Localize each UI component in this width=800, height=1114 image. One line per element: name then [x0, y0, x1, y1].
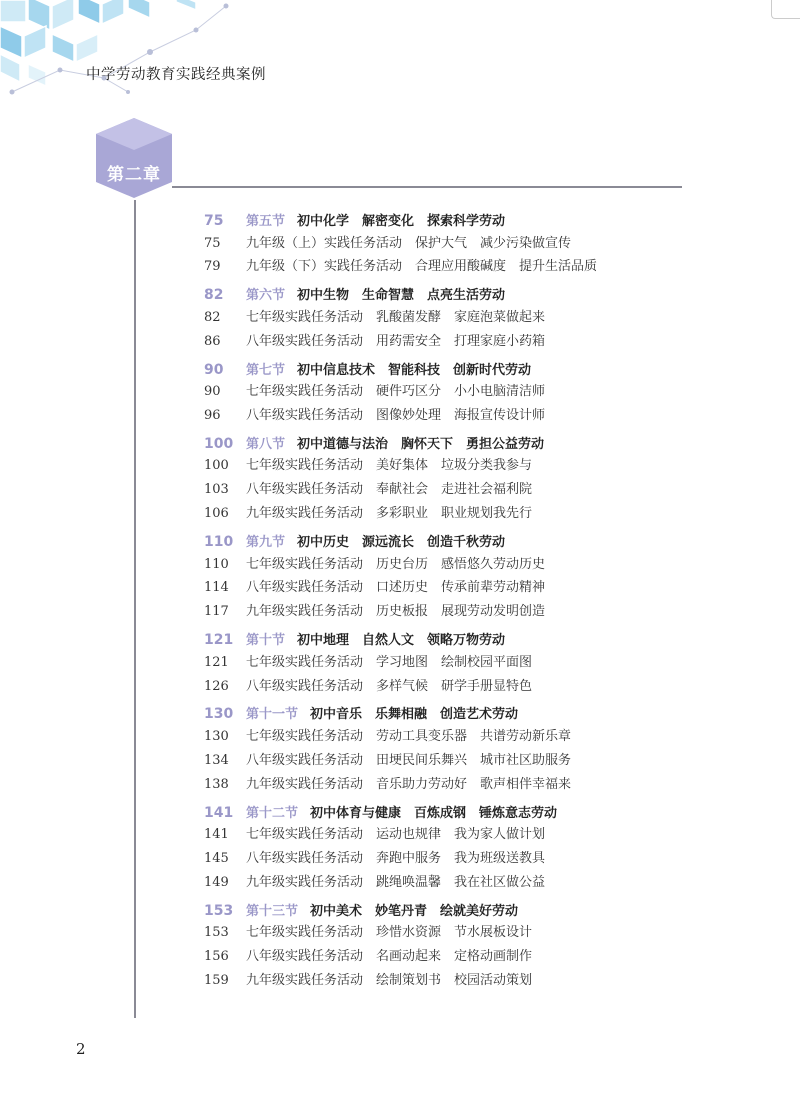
toc-entry[interactable]: 149 九年级实践任务活动 跳绳唤温馨 我在社区做公益 — [204, 874, 546, 890]
toc-entry[interactable]: 79 九年级（下）实践任务活动 合理应用酸碱度 提升生活品质 — [204, 259, 598, 275]
toc-entry[interactable]: 121 七年级实践任务活动 学习地图 绘制校园平面图 — [204, 654, 533, 670]
book-title: 中学劳动教育实践经典案例 — [86, 67, 266, 83]
toc-entry[interactable]: 145 八年级实践任务活动 奔跑中服务 我为班级送教具 — [204, 851, 546, 867]
section-heading[interactable]: 82 第六节 初中生物 生命智慧 点亮生活劳动 — [204, 287, 506, 304]
toc-entry[interactable]: 90 七年级实践任务活动 硬件巧区分 小小电脑清洁师 — [204, 384, 546, 400]
section-heading[interactable]: 90 第七节 初中信息技术 智能科技 创新时代劳动 — [204, 361, 532, 378]
section-heading[interactable]: 130 第十一节 初中音乐 乐舞相融 创造艺术劳动 — [204, 706, 519, 723]
chapter-divider — [172, 186, 682, 188]
toc-entry[interactable]: 134 八年级实践任务活动 田埂民间乐舞兴 城市社区助服务 — [204, 752, 572, 768]
chapter-label: 第二章 — [107, 165, 161, 185]
page-number: 2 — [76, 1040, 86, 1058]
toc-entry[interactable]: 106 九年级实践任务活动 多彩职业 职业规划我先行 — [204, 506, 533, 522]
toc-entry[interactable]: 138 九年级实践任务活动 音乐助力劳动好 歌声相伴幸福来 — [204, 776, 572, 792]
toc-entry[interactable]: 156 八年级实践任务活动 名画动起来 定格动画制作 — [204, 949, 533, 965]
toc-entry[interactable]: 130 七年级实践任务活动 劳动工具变乐器 共谱劳动新乐章 — [204, 728, 572, 744]
toc-vertical-line — [134, 200, 136, 1018]
toc-entry[interactable]: 86 八年级实践任务活动 用药需安全 打理家庭小药箱 — [204, 333, 546, 349]
section-heading[interactable]: 75 第五节 初中化学 解密变化 探索科学劳动 — [204, 213, 506, 229]
page-corner-tab — [771, 0, 800, 19]
section-heading[interactable]: 121 第十节 初中地理 自然人文 领略万物劳动 — [204, 632, 506, 649]
toc-entry[interactable]: 159 九年级实践任务活动 绘制策划书 校园活动策划 — [204, 973, 533, 989]
toc-entry[interactable]: 141 七年级实践任务活动 运动也规律 我为家人做计划 — [204, 827, 546, 843]
section-heading[interactable]: 110 第九节 初中历史 源远流长 创造千秋劳动 — [204, 534, 506, 551]
toc-entry[interactable]: 117 九年级实践任务活动 历史板报 展现劳动发明创造 — [204, 604, 546, 620]
toc-entry[interactable]: 75 九年级（上）实践任务活动 保护大气 减少污染做宣传 — [204, 235, 572, 251]
toc-entry[interactable]: 103 八年级实践任务活动 奉献社会 走进社会福利院 — [204, 482, 533, 498]
toc-entry[interactable]: 96 八年级实践任务活动 图像妙处理 海报宣传设计师 — [204, 407, 546, 423]
toc-entry[interactable]: 114 八年级实践任务活动 口述历史 传承前辈劳动精神 — [204, 580, 546, 596]
table-of-contents — [204, 208, 764, 993]
toc-entry[interactable]: 126 八年级实践任务活动 多样气候 研学手册显特色 — [204, 678, 533, 694]
hexagon-badge-icon — [94, 116, 174, 200]
section-heading[interactable]: 153 第十三节 初中美术 妙笔丹青 绘就美好劳动 — [204, 902, 519, 919]
toc-entry[interactable]: 153 七年级实践任务活动 珍惜水资源 节水展板设计 — [204, 925, 533, 941]
toc-entry[interactable]: 82 七年级实践任务活动 乳酸菌发酵 家庭泡菜做起来 — [204, 309, 546, 325]
section-heading[interactable]: 141 第十二节 初中体育与健康 百炼成钢 锤炼意志劳动 — [204, 804, 558, 821]
toc-entry[interactable]: 100 七年级实践任务活动 美好集体 垃圾分类我参与 — [204, 458, 533, 474]
cube-pattern-decoration — [0, 0, 240, 100]
chapter-badge — [94, 116, 174, 200]
section-heading[interactable]: 100 第八节 初中道德与法治 胸怀天下 勇担公益劳动 — [204, 435, 545, 452]
toc-entry[interactable]: 110 七年级实践任务活动 历史台历 感悟悠久劳动历史 — [204, 556, 546, 572]
